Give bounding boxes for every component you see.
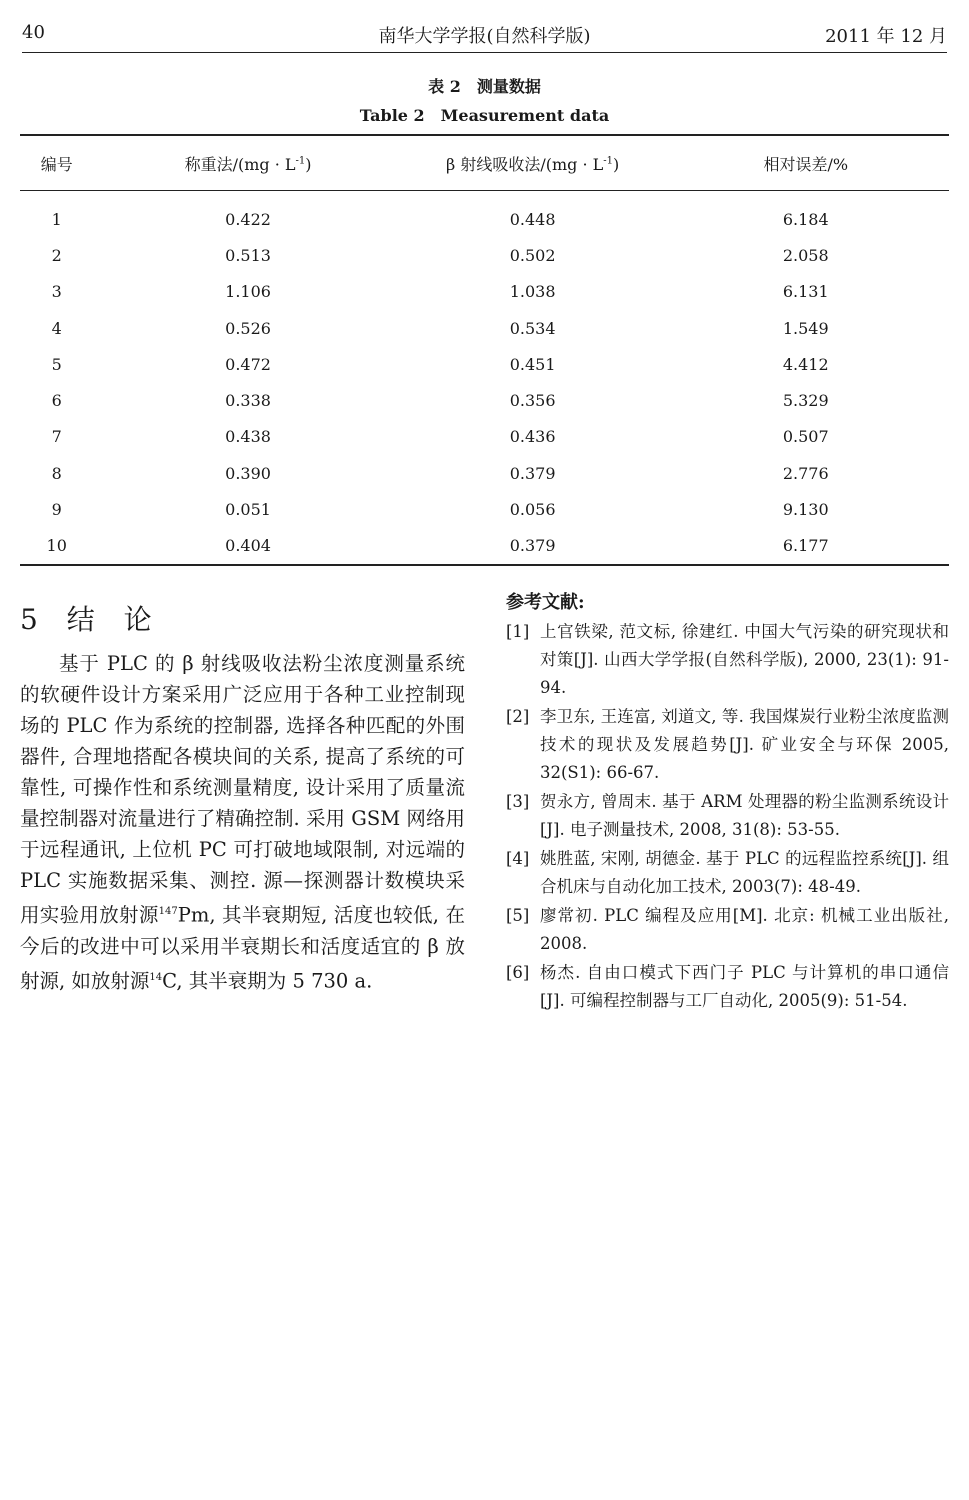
table-row <box>20 237 949 273</box>
page-number: 40 <box>22 22 45 43</box>
cell-beta: 0.056 <box>509 500 556 520</box>
cell-id: 5 <box>51 354 62 374</box>
header-id: 编号 <box>20 135 93 191</box>
cell-error: 1.549 <box>782 318 829 338</box>
conclusion-paragraph: 基于 PLC 的 β 射线吸收法粉尘浓度测量系统的软硬件设计方案采用广泛应用于各种工业控制现场的 PLC 作为系统的控制器, 选择各种匹配的外围器件, 合理地搭配各模块间的关系, 提高了系统的可靠性, 可操作性和系统测量精度, 设计采用了质量流量控制器对流量进行了精确控制. 采用 GSM 网络用于远程通讯, 上位机 PC 可打破地域限制, 对远端的 PLC 实施数据采集、测控. 源—探测器计数模块采用实验用放射源$^{147}$Pm, 其半衰期短, 活度也较低, 在今后的改进中可以采用半衰期长和活度适宜的 β 放射源, 如放射源$^{14}$C, 其半衰期为 5 730 a. <box>20 652 465 992</box>
header-weighing: 称重法$/(mg \cdot L^{-1})$ <box>93 135 402 191</box>
cell-error: 4.412 <box>782 354 829 374</box>
cell-beta: 0.356 <box>509 391 556 411</box>
reference-item: [2] 李卫东, 王连富, 刘道文, 等. 我国煤炭行业粉尘浓度监测技术的现状及发展趋势[J]. 矿业安全与环保 2005, 32(S1): 66-67. <box>506 707 949 782</box>
table-row <box>20 191 949 238</box>
table-row <box>20 346 949 382</box>
reference-item: [3] 贺永方, 曾周末. 基于 ARM 处理器的粉尘监测系统设计[J]. 电子测量技术, 2008, 31(8): 53-55. <box>506 792 949 839</box>
reference-item: [4] 姚胜蓝, 宋刚, 胡德金. 基于 PLC 的远程监控系统[J]. 组合机床与自动化加工技术, 2003(7): 48-49. <box>506 849 949 896</box>
cell-weighing: 0.526 <box>225 318 271 338</box>
cell-beta: 1.038 <box>509 282 556 302</box>
cell-weighing: 0.390 <box>225 463 271 483</box>
cell-weighing: 0.422 <box>225 209 271 229</box>
cell-beta: 0.502 <box>509 245 556 265</box>
cell-error: 6.177 <box>663 528 949 565</box>
cell-beta: 0.448 <box>509 209 556 229</box>
cell-id: 6 <box>51 391 62 411</box>
cell-id: 10 <box>20 528 93 565</box>
cell-weighing: 0.051 <box>225 500 271 520</box>
reference-item: [5] 廖常初. PLC 编程及应用[M]. 北京: 机械工业出版社, 2008. <box>506 906 949 953</box>
table-row <box>20 310 949 346</box>
reference-item: [1] 上官铁梁, 范文标, 徐建红. 中国大气污染的研究现状和对策[J]. 山西大学学报(自然科学版), 2000, 23(1): 91-94. <box>506 622 949 697</box>
cell-weighing: 0.438 <box>225 427 271 447</box>
table-row <box>20 491 949 527</box>
cell-id: 9 <box>51 500 62 520</box>
table-row <box>20 274 949 310</box>
cell-beta: 0.451 <box>509 354 556 374</box>
cell-id: 2 <box>51 245 62 265</box>
cell-error: 2.776 <box>782 463 829 483</box>
references-list <box>506 618 949 1016</box>
header-error: 相对误差/% <box>663 135 949 191</box>
table-row <box>20 419 949 455</box>
table-caption-en: Table 2 Measurement data <box>359 106 610 125</box>
table-row <box>20 382 949 418</box>
cell-id: 7 <box>51 427 62 447</box>
cell-weighing: 0.404 <box>93 528 402 565</box>
table-row <box>20 528 949 565</box>
cell-weighing: 0.513 <box>225 245 271 265</box>
cell-beta: 0.379 <box>403 528 663 565</box>
cell-id: 3 <box>51 282 62 302</box>
cell-beta: 0.436 <box>509 427 556 447</box>
cell-error: 0.507 <box>782 427 829 447</box>
table-row <box>20 455 949 491</box>
table-header-row <box>20 135 949 191</box>
header-beta: β 射线吸收法$/(mg \cdot L^{-1})$ <box>403 135 663 191</box>
table-caption-cn: 表 2 测量数据 <box>428 77 541 96</box>
cell-error: 9.130 <box>782 500 829 520</box>
cell-weighing: 0.338 <box>225 391 271 411</box>
cell-error: 2.058 <box>782 245 829 265</box>
reference-item: [6] 杨杰. 自由口模式下西门子 PLC 与计算机的串口通信[J]. 可编程控制器与工厂自动化, 2005(9): 51-54. <box>506 963 949 1010</box>
cell-beta: 0.534 <box>509 318 556 338</box>
section-title: 5 结 论 <box>20 603 162 636</box>
cell-beta: 0.379 <box>509 463 556 483</box>
cell-id: 8 <box>51 463 62 483</box>
measurement-table <box>20 134 949 566</box>
cell-error: 6.131 <box>782 282 829 302</box>
cell-error: 5.329 <box>782 391 829 411</box>
cell-weighing: 1.106 <box>225 282 271 302</box>
journal-name: 南华大学学报(自然科学版) <box>378 26 591 47</box>
cell-id: 4 <box>51 318 62 338</box>
references-title: 参考文献: <box>506 592 585 613</box>
cell-weighing: 0.472 <box>225 354 271 374</box>
cell-id: 1 <box>51 209 62 229</box>
page-header <box>22 18 947 53</box>
issue-date: 2011 年 12 月 <box>825 26 947 47</box>
cell-error: 6.184 <box>782 209 829 229</box>
